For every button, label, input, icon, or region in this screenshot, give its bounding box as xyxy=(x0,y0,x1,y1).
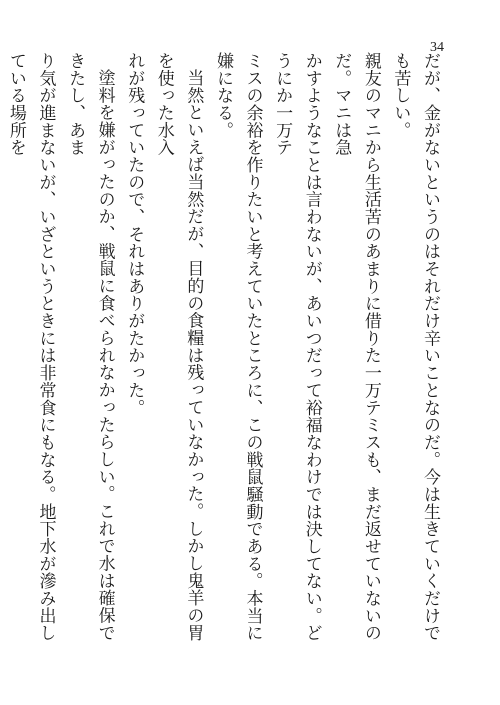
text-line: だが、金がないというのはそれだけ辛いことなのだ。今は生きていくだけでも苦しい。 xyxy=(390,52,440,642)
text-line: ミスの余裕を作りたいと考えていたところに、この戦鼠騒動である。本当に嫌になる。 xyxy=(212,52,263,642)
body-text xyxy=(0,52,444,652)
text-line: 当然といえば当然だが、目的の食糧は残っていなかった。しかし鬼羊の胃を使った水入 xyxy=(153,52,204,642)
text-line: り気が進まないが、いざというときには非常食にもなる。地下水が滲み出している場所を xyxy=(5,52,56,642)
text-line: 塗料を嫌がったのか、戦鼠に食べられなかったらしい。これで水は確保できたし、あま xyxy=(65,52,115,642)
text-line: かすようなことは言わないが、あいつだって裕福なわけでは決してない。どうにか一万テ xyxy=(272,52,322,642)
text-line: 親友のマニから生活苦のあまりに借りた一万テミスも、まだ返せていないのだ。マニは急 xyxy=(331,52,381,642)
page-number: 34 xyxy=(430,40,444,55)
text-line: れが残っていたので、それはありがたかった。 xyxy=(124,52,145,417)
